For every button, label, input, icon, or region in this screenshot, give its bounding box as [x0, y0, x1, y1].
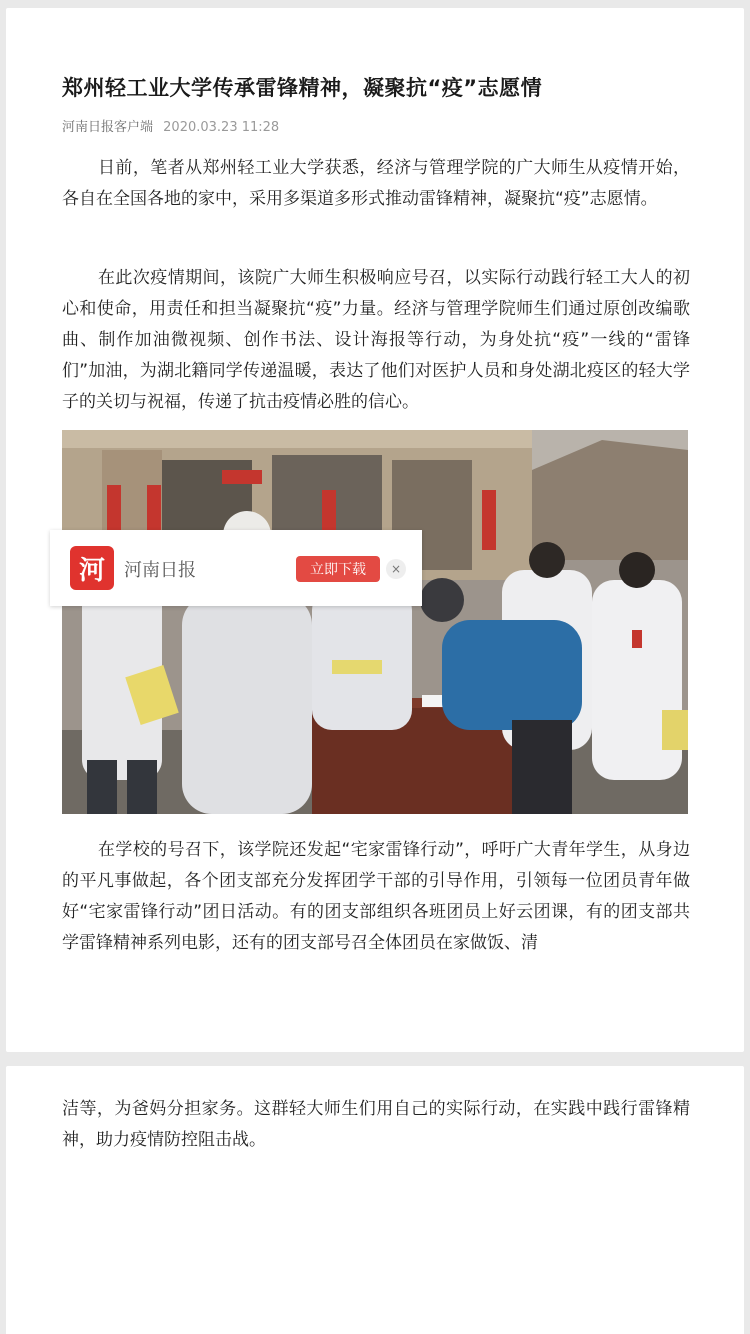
article-timestamp: 2020.03.23 11:28 — [163, 120, 280, 135]
article-card-continued — [6, 1066, 744, 1334]
app-download-banner[interactable] — [50, 530, 422, 606]
article-title: 郑州轻工业大学传承雷锋精神，凝聚抗“疫”志愿情 — [62, 76, 543, 100]
article-meta — [62, 116, 279, 135]
article-paragraph: 在学校的号召下，该学院还发起“宅家雷锋行动”，呼吁广大青年学生，从身边的平凡事做起，各个团支部充分发挥团学干部的引导作用，引领每一位团员青年做好“宅家雷锋行动”团日活动。有的团支部组织各班团员上好云团课，有的团支部共学雷锋精神系列电影，还有的团支部号召全体团员在家做饭、清 — [62, 840, 690, 953]
article-source[interactable]: 河南日报客户端 — [62, 120, 154, 135]
app-name: 河南日报 — [124, 560, 196, 581]
close-icon[interactable]: × — [386, 559, 406, 579]
article-photo — [62, 430, 688, 814]
download-button[interactable]: 立即下载 — [296, 556, 380, 582]
app-logo-icon: 河 — [70, 546, 114, 590]
article-card — [6, 8, 744, 1052]
article-paragraph: 日前，笔者从郑州轻工业大学获悉，经济与管理学院的广大师生从疫情开始，各自在全国各地的家中，采用多渠道多形式推动雷锋精神，凝聚抗“疫”志愿情。 — [62, 158, 690, 209]
article-paragraph: 洁等，为爸妈分担家务。这群轻大师生们用自己的实际行动，在实践中践行雷锋精神，助力疫情防控阻击战。 — [62, 1099, 690, 1150]
article-paragraph: 在此次疫情期间，该院广大师生积极响应号召，以实际行动践行轻工大人的初心和使命，用责任和担当凝聚抗“疫”力量。经济与管理学院师生们通过原创改编歌曲、制作加油微视频、创作书法、设计海报等行动，为身处抗“疫”一线的“雷锋们”加油，为湖北籍同学传递温暖，表达了他们对医护人员和身处湖北疫区的轻大学子的关切与祝福，传递了抗击疫情必胜的信心。 — [62, 268, 690, 412]
